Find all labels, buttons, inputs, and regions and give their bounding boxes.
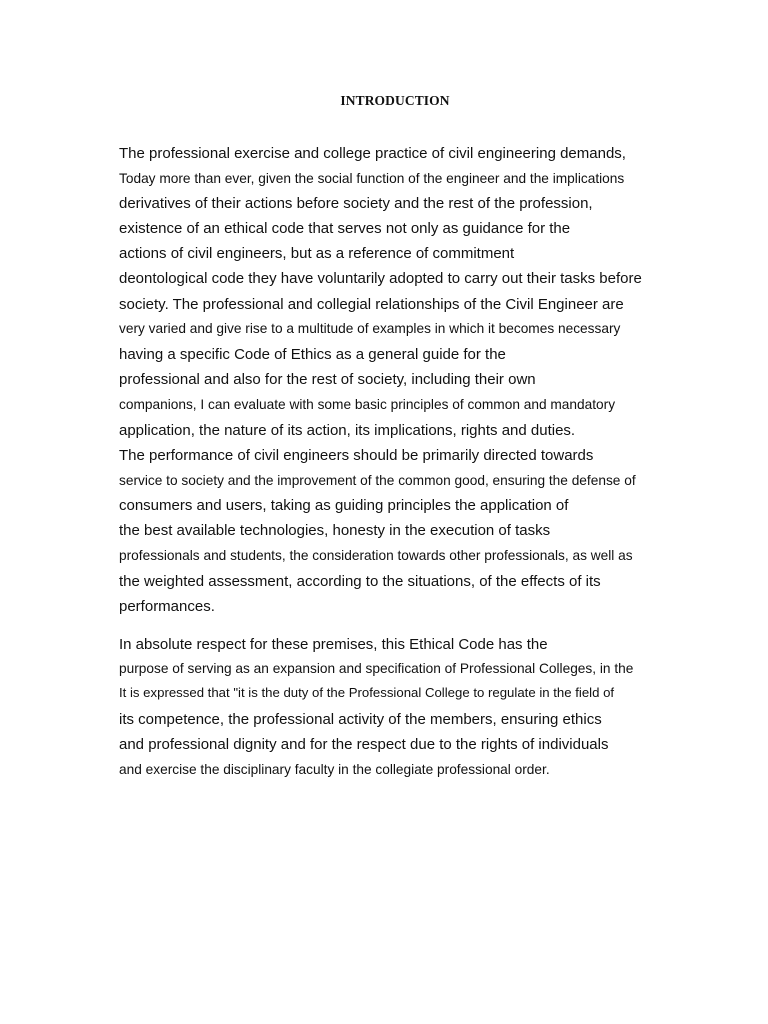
- text-line: consumers and users, taking as guiding principles the application of: [119, 497, 569, 514]
- text-line: Today more than ever, given the social function of the engineer and the implications: [119, 171, 625, 186]
- text-line: application, the nature of its action, its implications, rights and duties.: [119, 422, 576, 439]
- text-line: existence of an ethical code that serves not only as guidance for the: [119, 220, 571, 237]
- text-line: having a specific Code of Ethics as a general guide for the: [119, 346, 506, 363]
- text-line: its competence, the professional activity of the members, ensuring ethics: [119, 711, 602, 728]
- text-line: purpose of serving as an expansion and specification of Professional Colleges, in the: [119, 661, 634, 676]
- text-line: companions, I can evaluate with some basic principles of common and mandatory: [119, 397, 616, 412]
- text-line: In absolute respect for these premises, this Ethical Code has the: [119, 636, 548, 653]
- text-line: the best available technologies, honesty in the execution of tasks: [119, 522, 551, 539]
- text-line: The professional exercise and college practice of civil engineering demands,: [119, 145, 626, 162]
- text-line: derivatives of their actions before society and the rest of the profession,: [119, 195, 593, 212]
- document-title: INTRODUCTION: [340, 93, 450, 108]
- text-line: performances.: [119, 598, 215, 615]
- text-line: professionals and students, the consideration towards other professionals, as well as: [119, 548, 633, 563]
- text-line: actions of civil engineers, but as a reference of commitment: [119, 245, 515, 262]
- text-line: society. The professional and collegial relationships of the Civil Engineer are: [119, 296, 624, 313]
- text-line: It is expressed that "it is the duty of the Professional College to regulate in the field of: [119, 685, 615, 700]
- text-line: very varied and give rise to a multitude of examples in which it becomes necessary: [119, 321, 621, 336]
- text-line: deontological code they have voluntarily adopted to carry out their tasks before: [119, 270, 642, 287]
- text-line: and professional dignity and for the respect due to the rights of individuals: [119, 736, 609, 753]
- text-line: service to society and the improvement of the common good, ensuring the defense of: [119, 473, 636, 488]
- text-line: The performance of civil engineers should be primarily directed towards: [119, 447, 594, 464]
- text-line: and exercise the disciplinary faculty in the collegiate professional order.: [119, 762, 550, 777]
- text-line: the weighted assessment, according to the situations, of the effects of its: [119, 573, 601, 590]
- text-line: professional and also for the rest of society, including their own: [119, 371, 536, 388]
